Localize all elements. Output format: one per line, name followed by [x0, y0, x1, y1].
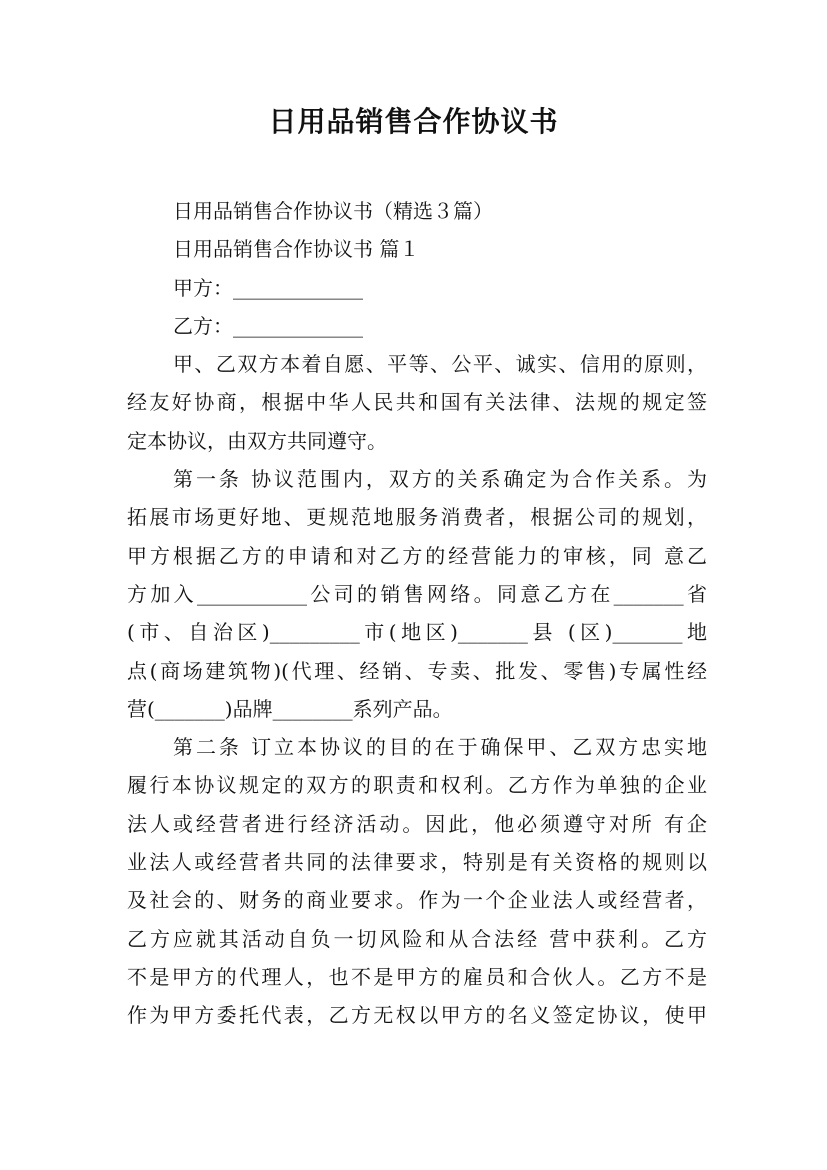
paragraph-line: 营(_______)品牌________系列产品。	[127, 696, 453, 721]
paragraph-line: 方加入___________公司的销售网络。同意乙方在_______省	[127, 581, 707, 606]
paragraph-line: 第一条 协议范围内，双方的关系确定为合作关系。为	[173, 467, 707, 492]
paragraph-line: 拓展市场更好地、更规范地服务消费者，根据公司的规划，	[127, 505, 707, 530]
paragraph-line: 乙方应就其活动自负一切风险和从合法经 营中获利。乙方	[127, 926, 707, 951]
paragraph-line: 业法人或经营者共同的法律要求，特别是有关资格的规则以	[127, 850, 707, 875]
paragraph-line: 及社会的、财务的商业要求。作为一个企业法人或经营者，	[127, 888, 707, 913]
paragraph-line: 定本协议，由双方共同遵守。	[127, 428, 387, 453]
paragraph-line: 第二条 订立本协议的目的在于确保甲、乙双方忠实地	[173, 735, 707, 760]
document-title: 日用品销售合作协议书	[268, 105, 559, 138]
paragraph-line: 不是甲方的代理人，也不是甲方的雇员和合伙人。乙方不是	[127, 964, 707, 989]
paragraph-line: (市、自治区)_________市(地区)_______县 (区)_______地	[127, 620, 707, 645]
party-a-line: 甲方：_____________	[173, 275, 363, 300]
subtitle-line: 日用品销售合作协议书（精选３篇）	[173, 199, 493, 223]
document-body	[127, 192, 707, 1035]
paragraph-line: 甲、乙双方本着自愿、平等、公平、诚实、信用的原则，	[173, 352, 707, 377]
paragraph-line: 点(商场建筑物)(代理、经销、专卖、批发、零售)专属性经	[127, 658, 707, 683]
party-b-line: 乙方：_____________	[173, 313, 363, 338]
paragraph-line: 履行本协议规定的双方的职责和权利。乙方作为单独的企业	[127, 773, 707, 798]
paragraph-line: 法人或经营者进行经济活动。因此，他必须遵守对所 有企	[127, 811, 707, 836]
paragraph-line: 甲方根据乙方的申请和对乙方的经营能力的审核，同 意乙	[127, 543, 707, 568]
paragraph-line: 作为甲方委托代表，乙方无权以甲方的名义签定协议，使甲	[127, 1003, 707, 1028]
paragraph-line: 经友好协商，根据中华人民共和国有关法律、法规的规定签	[127, 390, 707, 415]
section-heading: 日用品销售合作协议书 篇１	[173, 237, 420, 262]
